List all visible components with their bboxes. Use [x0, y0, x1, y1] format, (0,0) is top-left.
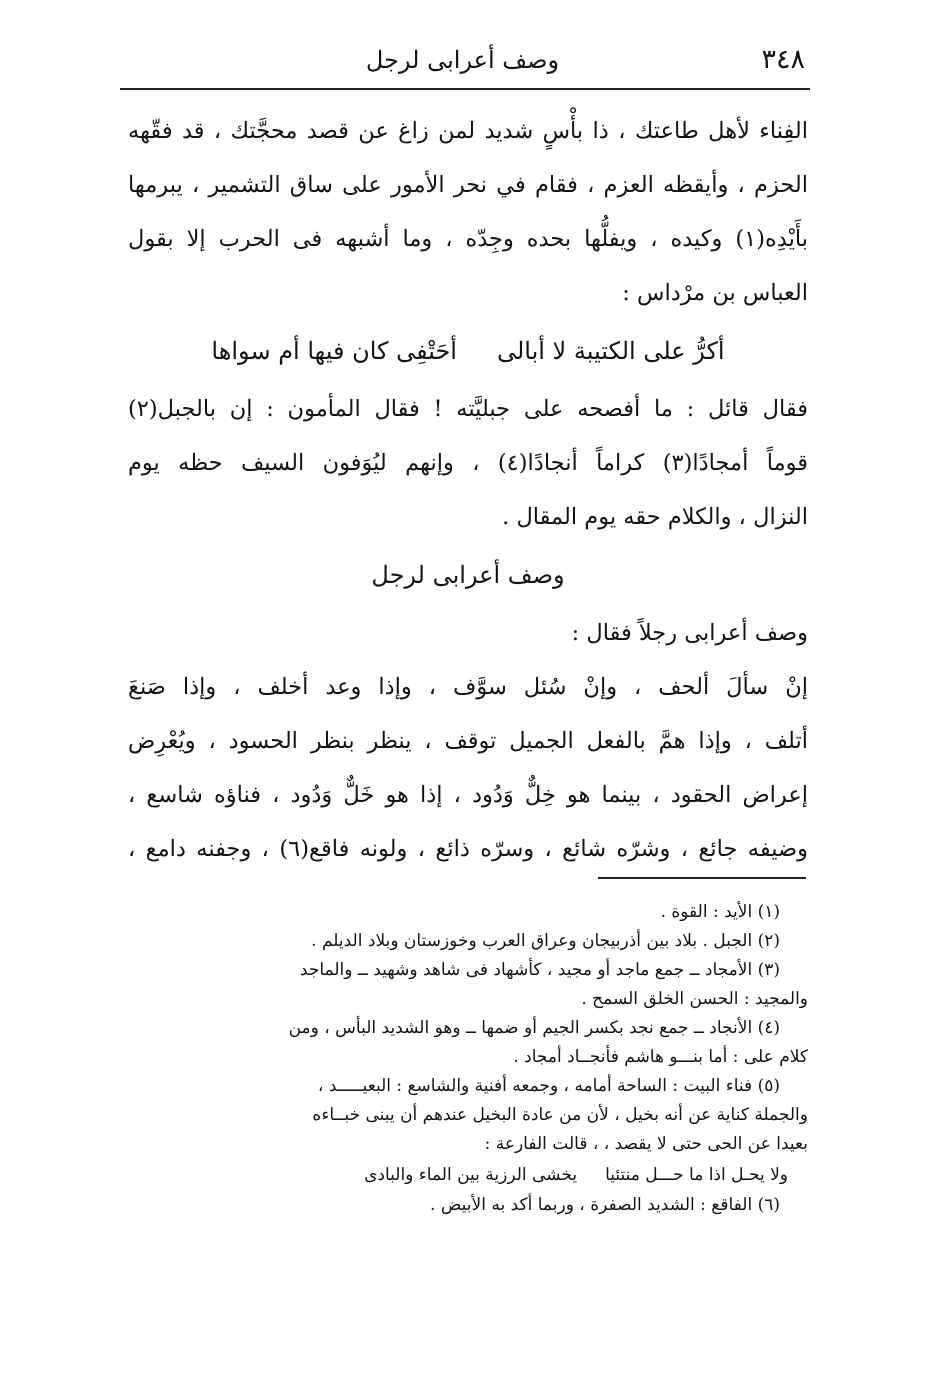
text-line: النزال ، والكلام حقه يوم المقال .: [502, 504, 808, 530]
text-line: الفِناء لأهل طاعتك ، ذا بأْسٍ شديد لمن زاغ عن قصد محجَّتك ، قد فقّهه: [128, 118, 808, 144]
main-text: [128, 104, 808, 876]
header-rule: [120, 88, 810, 90]
page-number: ٣٤٨: [761, 44, 805, 75]
footnotes: [130, 898, 808, 1220]
footnote-4-continued: كلام على : أما بنـــو هاشم فأنجــاد أمجاد .: [513, 1047, 808, 1067]
footnote-6: (٦) الفاقع : الشديد الصفرة ، وربما أكد به الأبيض .: [430, 1195, 780, 1215]
footnote-4: (٤) الأنجاد ــ جمع نجد بكسر الجيم أو ضمها ــ وهو الشديد البأس ، ومن: [288, 1018, 780, 1038]
footnote-separator: [598, 877, 806, 879]
text-line: قوماً أمجادًا(٣) كراماً أنجادًا(٤) ، وإنهم ليُوَفون السيف حظه يوم: [128, 450, 808, 476]
footnote-3: (٣) الأمجاد ــ جمع ماجد أو مجيد ، كأشهاد فى شاهد وشهيد ــ والماجد: [299, 960, 780, 980]
text-line: وصف أعرابى رجلاً فقال :: [571, 620, 808, 646]
text-line: إعراض الحقود ، بينما هو خِلٌّ وَدُود ، إذا هو خَلٌّ وَدُود ، فناؤه شاسع ،: [128, 782, 808, 808]
footnote-verse-first-hemistich: ولا يحـل اذا ما حـــل منتئيا: [605, 1165, 788, 1185]
footnote-5-continued: والجملة كناية عن أنه بخيل ، لأن من عادة البخيل عندهم أن يبنى خبــاءه: [312, 1105, 808, 1125]
footnote-verse: [130, 1159, 808, 1191]
page-header: [120, 40, 805, 84]
section-heading: وصف أعرابى لرجل: [371, 561, 565, 589]
footnote-5-continued: بعيدا عن الحى حتى لا يقصد ، ، قالت الفارعة :: [484, 1134, 808, 1154]
verse-first-hemistich: أكرُّ على الكتيبة لا أبالى: [496, 337, 725, 365]
text-line: العباس بن مرْداس :: [622, 280, 808, 306]
text-line: وضيفه جائع ، وشرّه شائع ، وسرّه ذائع ، ولونه فاقع(٦) ، وجفنه دامع ،: [128, 836, 808, 862]
running-title: وصف أعرابى لرجل: [365, 46, 560, 74]
text-line: أتلف ، وإذا همَّ بالفعل الجميل توقف ، ينظر بنظر الحسود ، ويُعْرِض: [128, 728, 808, 754]
footnote-verse-second-hemistich: يخشى الرزية بين الماء والبادى: [364, 1165, 578, 1185]
poetry-verse: [128, 320, 808, 382]
footnote-5: (٥) فناء البيت : الساحة أمامه ، وجمعه أفنية والشاسع : البعيـــــد ،: [317, 1076, 780, 1096]
footnote-2: (٢) الجبل . بلاد بين أذربيجان وعراق العرب وخوزستان وبلاد الديلم .: [311, 931, 780, 951]
footnote-3-continued: والمجيد : الحسن الخلق السمح .: [581, 989, 808, 1009]
text-line: الحزم ، وأيقظه العزم ، فقام في نحر الأمور على ساق التشمير ، يبرمها: [128, 172, 808, 198]
text-line: بأَيْدِه(١) وكيده ، ويفلُّها بحده وجِدّه ، وما أشبهه فى الحرب إلا بقول: [128, 226, 808, 252]
footnote-1: (١) الأيد : القوة .: [660, 902, 780, 922]
verse-second-hemistich: أحَتْفِى كان فيها أم سواها: [211, 337, 457, 365]
text-line: فقال قائل : ما أفصحه على جبليَّته ! فقال المأمون : إن بالجبل(٢): [128, 396, 808, 422]
text-line: إنْ سألَ ألحف ، وإنْ سُئل سوَّف ، وإذا وعد أخلف ، وإذا صَنعَ: [128, 674, 808, 700]
